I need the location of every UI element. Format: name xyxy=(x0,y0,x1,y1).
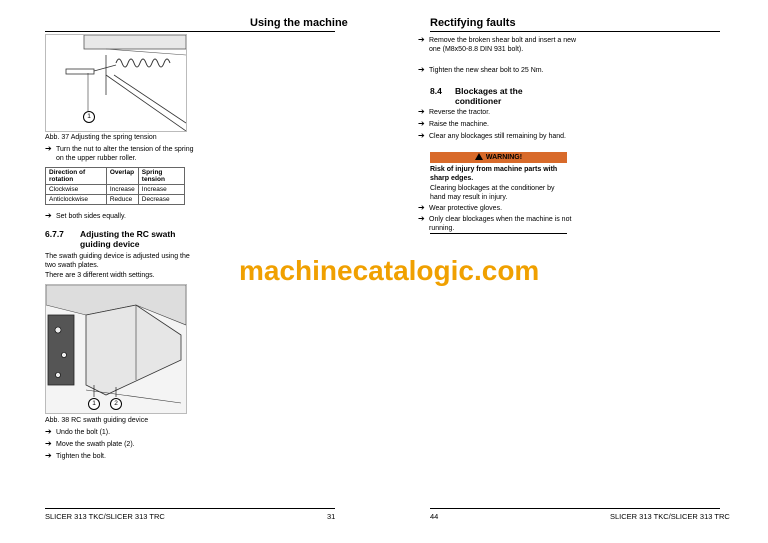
left-header-rule xyxy=(45,31,335,32)
arrow-icon: ➔ xyxy=(418,35,425,44)
arrow-icon: ➔ xyxy=(418,65,425,74)
section-title-blockages: Blockages at the conditioner xyxy=(455,86,523,106)
table-row xyxy=(46,185,185,195)
section-number-84: 8.4 xyxy=(430,86,442,96)
right-footer-rule xyxy=(430,508,720,509)
step-wear-gloves xyxy=(418,204,577,213)
fig37-callout-1: 1 xyxy=(83,111,95,123)
step-tighten-bolt xyxy=(45,452,201,461)
step-undo-bolt-text: Undo the bolt (1). xyxy=(56,429,111,436)
watermark-text: machinecatalogic.com xyxy=(239,255,540,286)
figure-spring-tension xyxy=(45,34,187,132)
step-tighten-shear-bolt xyxy=(418,66,577,75)
table-header: Overlap xyxy=(106,168,138,185)
warning-banner xyxy=(430,152,567,163)
table-header: Spring tension xyxy=(138,168,184,185)
fig38-caption: Abb. 38 RC swath guiding device xyxy=(45,417,149,424)
arrow-icon: ➔ xyxy=(45,211,52,220)
step-reverse-tractor-text: Reverse the tractor. xyxy=(429,109,491,116)
spring-tension-illustration xyxy=(46,35,186,131)
arrow-icon: ➔ xyxy=(418,131,425,140)
figure-rc-swath-guiding xyxy=(45,284,187,414)
step-raise-machine-text: Raise the machine. xyxy=(429,121,489,128)
table-cell: Increase xyxy=(138,185,184,195)
arrow-icon: ➔ xyxy=(45,144,52,153)
step-replace-shear-bolt-text: Remove the broken shear bolt and insert a new one (M8x50-8.8 DIN 931 bolt). xyxy=(429,37,577,53)
step-clear-blockages xyxy=(418,132,577,141)
step-set-sides xyxy=(45,212,201,221)
step-machine-not-running xyxy=(418,215,577,233)
warning-title: Risk of injury from machine parts with sharp edges. xyxy=(430,166,558,182)
step-tighten-shear-bolt-text: Tighten the new shear bolt to 25 Nm. xyxy=(429,67,544,74)
left-footer-model: SLICER 313 TKC/SLICER 313 TRC xyxy=(45,512,165,521)
step-machine-not-running-text: Only clear blockages when the machine is not running. xyxy=(429,216,572,232)
step-clear-blockages-text: Clear any blockages still remaining by hand. xyxy=(429,133,566,140)
step-wear-gloves-text: Wear protective gloves. xyxy=(429,205,503,212)
right-footer-model: SLICER 313 TKC/SLICER 313 TRC xyxy=(610,512,730,521)
table-cell: Reduce xyxy=(106,195,138,205)
left-footer-page: 31 xyxy=(327,512,336,521)
right-page-header-title: Rectifying faults xyxy=(430,17,516,29)
right-footer-page: 44 xyxy=(430,512,439,521)
arrow-icon: ➔ xyxy=(45,451,52,460)
rotation-table xyxy=(45,167,185,205)
table-cell: Increase xyxy=(106,185,138,195)
arrow-icon: ➔ xyxy=(418,107,425,116)
para-width-settings: There are 3 different width settings. xyxy=(45,272,155,279)
section-number-677: 6.7.7 xyxy=(45,229,64,239)
left-footer-rule xyxy=(45,508,335,509)
warning-label: WARNING! xyxy=(485,154,523,161)
left-page-header-title: Using the machine xyxy=(250,17,348,29)
warning-text: Clearing blockages at the conditioner by hand may result in injury. xyxy=(430,185,555,201)
step-turn-nut xyxy=(45,145,201,163)
arrow-icon: ➔ xyxy=(418,119,425,128)
arrow-icon: ➔ xyxy=(45,427,52,436)
right-header-rule xyxy=(430,31,720,32)
fig38-callout-2: 2 xyxy=(110,398,122,410)
step-set-sides-text: Set both sides equally. xyxy=(56,213,126,220)
table-header: Direction of rotation xyxy=(46,168,107,185)
table-row xyxy=(46,195,185,205)
step-undo-bolt xyxy=(45,428,201,437)
step-replace-shear-bolt xyxy=(418,36,577,54)
warning-triangle-icon xyxy=(475,153,483,160)
step-turn-nut-text: Turn the nut to alter the tension of the spring on the upper rubber roller. xyxy=(56,146,194,162)
arrow-icon: ➔ xyxy=(418,203,425,212)
arrow-icon: ➔ xyxy=(45,439,52,448)
arrow-icon: ➔ xyxy=(418,214,425,223)
fig37-caption: Abb. 37 Adjusting the spring tension xyxy=(45,134,157,141)
table-cell: Clockwise xyxy=(46,185,107,195)
warning-bottom-rule xyxy=(430,233,567,234)
section-title-rc-swath: Adjusting the RC swath guiding device xyxy=(80,229,176,249)
table-cell: Decrease xyxy=(138,195,184,205)
step-reverse-tractor xyxy=(418,108,577,117)
step-move-plate xyxy=(45,440,201,449)
step-raise-machine xyxy=(418,120,577,129)
table-cell: Anticlockwise xyxy=(46,195,107,205)
fig38-callout-1: 1 xyxy=(88,398,100,410)
step-move-plate-text: Move the swath plate (2). xyxy=(56,441,135,448)
para-swath-plates: The swath guiding device is adjusted using the two swath plates. xyxy=(45,253,190,269)
swath-guiding-illustration xyxy=(46,285,186,413)
step-tighten-bolt-text: Tighten the bolt. xyxy=(56,453,106,460)
